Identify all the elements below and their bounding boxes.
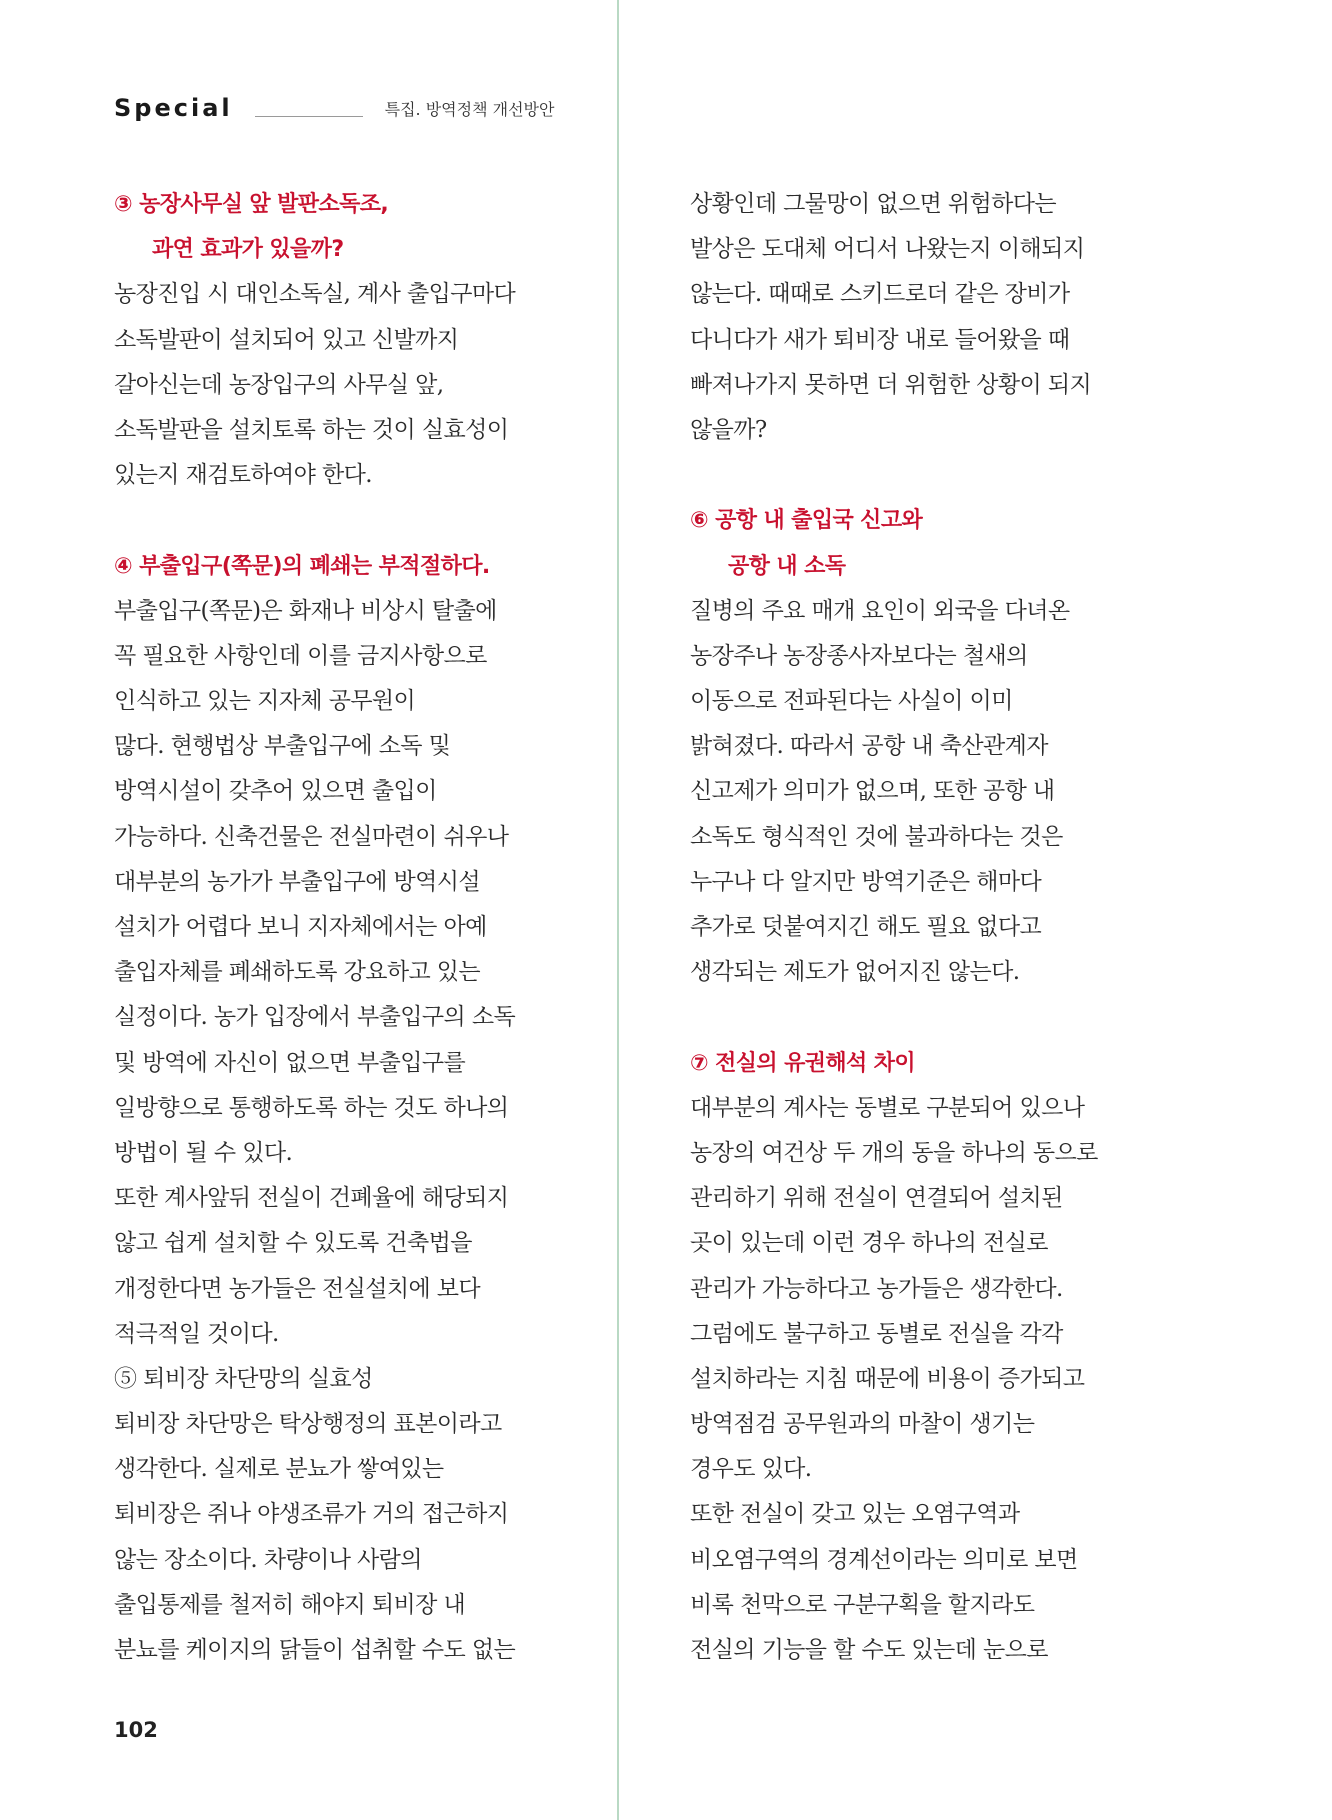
- right-column-heading: 공항 내 소독: [728, 553, 846, 579]
- left-column-text-line: 설치가 어렵다 보니 지자체에서는 아예: [114, 914, 487, 940]
- right-column-paragraph-gap: [690, 995, 1170, 1040]
- left-column-text-line: 실정이다. 농가 입장에서 부출입구의 소독: [114, 1004, 516, 1031]
- left-column-text-line: 갈아신는데 농장입구의 사무실 앞,: [114, 371, 444, 398]
- left-column-text-line: 적극적일 것이다.: [114, 1320, 279, 1347]
- right-column-heading: ⑥ 공항 내 출입국 신고와: [690, 508, 923, 534]
- right-column-text-line: 않는다. 때때로 스키드로더 같은 장비가: [690, 281, 1070, 308]
- left-column-text-line: 일방향으로 통행하도록 하는 것도 하나의: [114, 1094, 509, 1121]
- left-column-text-line: 퇴비장 차단망은 탁상행정의 표본이라고: [114, 1411, 502, 1438]
- left-column: [114, 182, 584, 1673]
- left-column-text-line: 가능하다. 신축건물은 전실마련이 쉬우나: [114, 823, 509, 850]
- left-column-text-line: 방법이 될 수 있다.: [114, 1139, 293, 1166]
- left-column-heading: ④ 부출입구(쪽문)의 폐쇄는 부적절하다.: [114, 553, 490, 579]
- right-column-text-line: 상황인데 그물망이 없으면 위험하다는: [690, 191, 1057, 217]
- right-column-text-line: 경우도 있다.: [690, 1456, 812, 1483]
- left-column-paragraph-gap: [114, 498, 584, 543]
- left-column-text-line: 농장진입 시 대인소독실, 계사 출입구마다: [114, 281, 516, 308]
- left-column-text-line: 인식하고 있는 지자체 공무원이: [114, 688, 416, 715]
- right-column-text-line: 다니다가 새가 퇴비장 내로 들어왔을 때: [690, 326, 1070, 353]
- page-number: 102: [114, 1718, 158, 1742]
- right-column-text-line: 그럼에도 불구하고 동별로 전실을 각각: [690, 1320, 1063, 1347]
- left-column-text-line: 또한 계사앞뒤 전실이 건폐율에 해당되지: [114, 1185, 509, 1212]
- right-column-text-line: 이동으로 전파된다는 사실이 이미: [690, 688, 1013, 715]
- left-column-text-line: 생각한다. 실제로 분뇨가 쌓여있는: [114, 1456, 444, 1483]
- right-column: [690, 182, 1170, 1673]
- right-column-text-line: 설치하라는 지침 때문에 비용이 증가되고: [690, 1365, 1085, 1392]
- left-column-text-line: 않는 장소이다. 차량이나 사람의: [114, 1546, 422, 1573]
- left-column-text-line: 부출입구(쪽문)은 화재나 비상시 탈출에: [114, 597, 497, 624]
- left-column-text-line: 소독발판을 설치토록 하는 것이 실효성이: [114, 416, 509, 443]
- right-column-text-line: 생각되는 제도가 없어지진 않는다.: [690, 959, 1020, 986]
- right-column-heading: ⑦ 전실의 유권해석 차이: [690, 1050, 916, 1076]
- right-column-text-line: 빠져나가지 못하면 더 위험한 상황이 되지: [690, 371, 1092, 398]
- left-column-text-line: 퇴비장은 쥐나 야생조류가 거의 접근하지: [114, 1501, 509, 1528]
- left-column-heading: 과연 효과가 있을까?: [152, 237, 344, 263]
- section-title: 특집. 방역정책 개선방안: [384, 99, 555, 119]
- left-column-heading: ③ 농장사무실 앞 발판소독조,: [114, 192, 389, 217]
- left-column-text-line: 않고 쉽게 설치할 수 있도록 건축법을: [114, 1230, 472, 1257]
- right-column-text-line: 질병의 주요 매개 요인이 외국을 다녀온: [690, 597, 1070, 624]
- page-header: [114, 88, 554, 128]
- left-column-text-line: 방역시설이 갖추어 있으면 출입이: [114, 778, 437, 805]
- left-column-text-line: 소독발판이 설치되어 있고 신발까지: [114, 326, 459, 353]
- right-column-text-line: 방역점검 공무원과의 마찰이 생기는: [690, 1411, 1035, 1438]
- right-column-text-line: 비록 천막으로 구분구획을 할지라도: [690, 1591, 1035, 1618]
- right-column-text-line: 또한 전실이 갖고 있는 오염구역과: [690, 1501, 1020, 1528]
- right-column-text-line: 누구나 다 알지만 방역기준은 해마다: [690, 868, 1042, 895]
- left-column-text-line: 출입자체를 폐쇄하도록 강요하고 있는: [114, 959, 481, 986]
- right-column-text-line: 관리하기 위해 전실이 연결되어 설치된: [690, 1185, 1063, 1212]
- left-column-text-line: 개정한다면 농가들은 전실설치에 보다: [114, 1275, 481, 1302]
- left-column-text-line: 출입통제를 철저히 해야지 퇴비장 내: [114, 1591, 466, 1618]
- left-column-text-line: 많다. 현행법상 부출입구에 소독 및: [114, 733, 451, 760]
- right-column-text-line: 않을까?: [690, 416, 767, 443]
- right-column-text-line: 대부분의 계사는 동별로 구분되어 있으나: [690, 1094, 1085, 1121]
- special-label: Special: [114, 94, 233, 122]
- left-column-text-line: 대부분의 농가가 부출입구에 방역시설: [114, 868, 481, 895]
- left-column-text-line: ⑤ 퇴비장 차단망의 실효성: [114, 1365, 373, 1392]
- right-column-text-line: 소독도 형식적인 것에 불과하다는 것은: [690, 823, 1063, 850]
- column-divider: [617, 0, 619, 1820]
- left-column-text-line: 있는지 재검토하여야 한다.: [114, 462, 372, 489]
- right-column-text-line: 발상은 도대체 어디서 나왔는지 이해되지: [690, 236, 1085, 263]
- right-column-text-line: 곳이 있는데 이런 경우 하나의 전실로: [690, 1230, 1048, 1257]
- right-column-text-line: 비오염구역의 경계선이라는 의미로 보면: [690, 1546, 1078, 1573]
- left-column-text-line: 분뇨를 케이지의 닭들이 섭취할 수도 없는: [114, 1637, 516, 1663]
- right-column-text-line: 농장의 여건상 두 개의 동을 하나의 동으로: [690, 1139, 1098, 1166]
- right-column-text-line: 신고제가 의미가 없으며, 또한 공항 내: [690, 778, 1055, 805]
- left-column-text-line: 꼭 필요한 사항인데 이를 금지사항으로: [114, 642, 487, 669]
- right-column-text-line: 전실의 기능을 할 수도 있는데 눈으로: [690, 1637, 1048, 1663]
- left-column-text-line: 및 방역에 자신이 없으면 부출입구를: [114, 1049, 466, 1076]
- right-column-text-line: 관리가 가능하다고 농가들은 생각한다.: [690, 1275, 1063, 1302]
- right-column-text-line: 추가로 덧붙여지긴 해도 필요 없다고: [690, 914, 1042, 940]
- right-column-paragraph-gap: [690, 453, 1170, 498]
- right-column-text-line: 농장주나 농장종사자보다는 철새의: [690, 642, 1028, 669]
- header-rule: [255, 116, 363, 117]
- right-column-text-line: 밝혀졌다. 따라서 공항 내 축산관계자: [690, 733, 1048, 760]
